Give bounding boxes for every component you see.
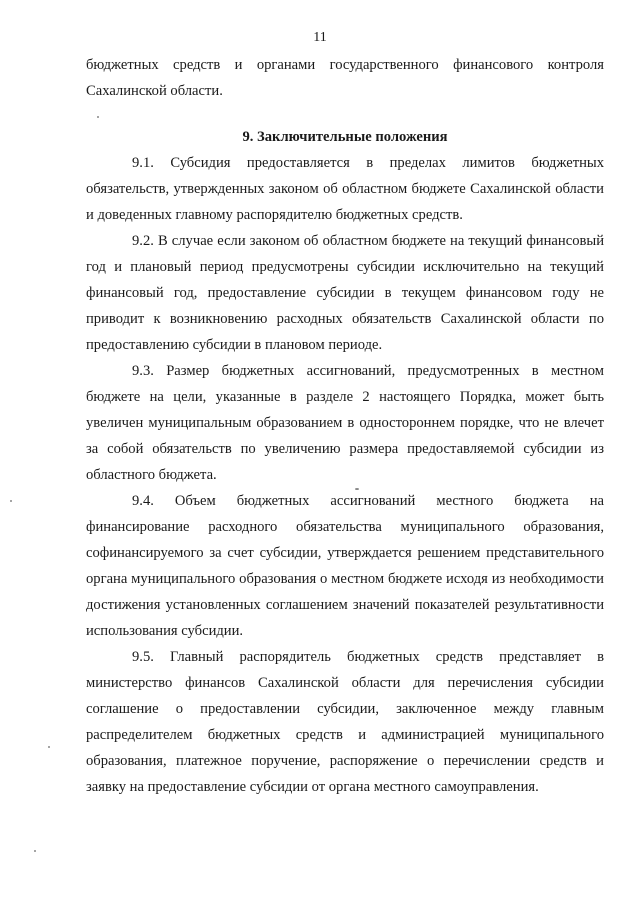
scan-speck: [97, 116, 99, 118]
scan-speck: [355, 488, 359, 490]
paragraph-9-4: 9.4. Объем бюджетных ассигнований местного бюджета на финансирование расходного обязательства муниципального образования, софинансируемого за счет субсидии, утверждается решением представительного органа муниципального образования о местном бюджете исходя из необходимости достижения установленных соглашением значений показателей результативности использования субсидии.: [86, 493, 604, 639]
scan-speck: [10, 500, 12, 502]
scan-speck: [48, 746, 50, 748]
scan-speck: [34, 850, 36, 852]
document-body: [86, 52, 604, 800]
paragraph-9-3: 9.3. Размер бюджетных ассигнований, предусмотренных в местном бюджете на цели, указанные в разделе 2 настоящего Порядка, может быть увеличен муниципальным образованием в одностороннем порядке, что не влечет за собой обязательств по увеличению размера предоставляемой субсидии из областного бюджета.: [86, 363, 604, 483]
paragraph-9-1: 9.1. Субсидия предоставляется в пределах лимитов бюджетных обязательств, утвержденных законом об областном бюджете Сахалинской области и доведенных главному распорядителю бюджетных средств.: [86, 155, 604, 223]
paragraph-9-5: 9.5. Главный распорядитель бюджетных средств представляет в министерство финансов Сахалинской области для перечисления субсидии соглашение о предоставлении субсидии, заключенное между главным распределителем бюджетных средств и администрацией муниципального образования, платежное поручение, распоряжение о перечислении средств и заявку на предоставление субсидии от органа местного самоуправления.: [86, 649, 604, 795]
paragraph-9-2: 9.2. В случае если законом об областном бюджете на текущий финансовый год и плановый период предусмотрены субсидии исключительно на текущий финансовый год, предоставление субсидии в текущем финансовом году не приводит к возникновению расходных обязательств Сахалинской области по предоставлению субсидии в плановом периоде.: [86, 233, 604, 353]
page-number: 11: [313, 30, 327, 45]
intro-paragraph: бюджетных средств и органами государственного финансового контроля Сахалинской области.: [86, 57, 604, 99]
section-title: 9. Заключительные положения: [242, 129, 448, 145]
